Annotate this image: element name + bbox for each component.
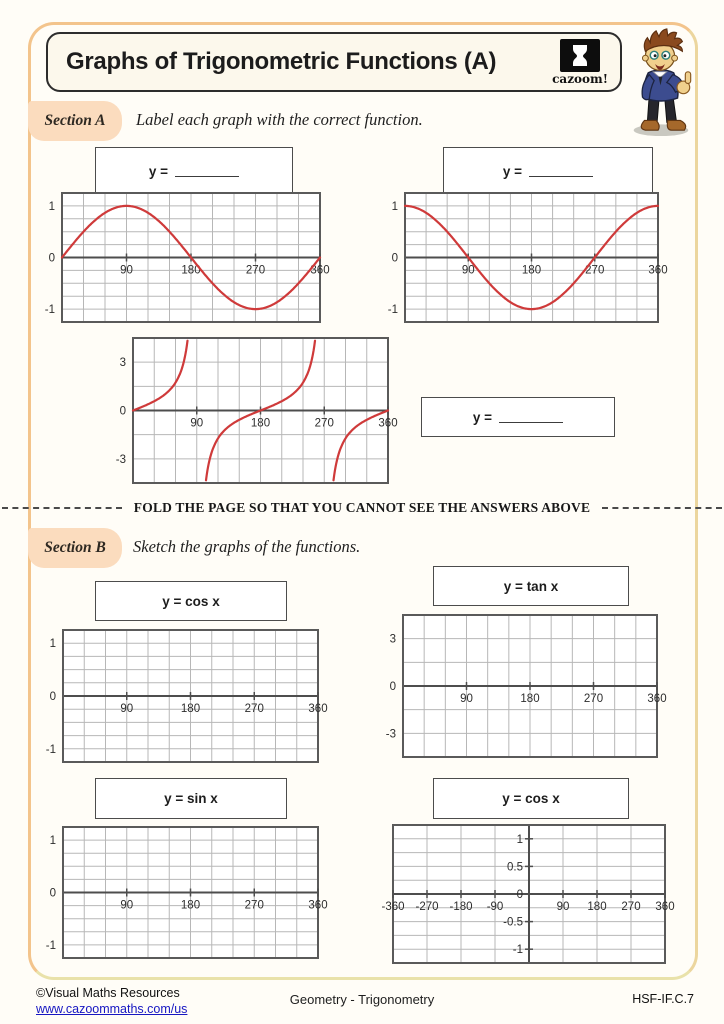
svg-text:-0.5: -0.5	[503, 916, 523, 929]
sketch-label-text: y = cos x	[502, 791, 560, 806]
answer-blank-line	[529, 165, 593, 177]
svg-text:0: 0	[391, 252, 398, 265]
sketch-grid-cos-2[interactable]	[358, 820, 698, 968]
svg-text:180: 180	[181, 264, 201, 277]
cazoom-wordmark: cazoom!	[552, 71, 608, 86]
svg-text:360: 360	[655, 901, 675, 913]
svg-text:1: 1	[516, 833, 523, 846]
svg-text:-1: -1	[512, 944, 523, 957]
graph-sine-curve	[28, 188, 350, 328]
svg-text:180: 180	[250, 417, 271, 430]
sketch-grid-tan[interactable]	[368, 610, 680, 762]
svg-text:3: 3	[389, 633, 396, 646]
svg-text:0: 0	[119, 405, 126, 418]
svg-text:90: 90	[120, 899, 134, 912]
svg-text:0: 0	[48, 252, 55, 265]
answer-blank-line	[499, 411, 563, 423]
svg-text:90: 90	[461, 264, 475, 277]
svg-text:-3: -3	[115, 453, 126, 466]
svg-text:270: 270	[244, 899, 264, 912]
svg-text:-90: -90	[486, 901, 504, 913]
answer-blank-line	[175, 165, 239, 177]
svg-text:-1: -1	[45, 743, 56, 756]
svg-text:270: 270	[245, 264, 266, 277]
sketch-label-sin	[95, 778, 287, 819]
svg-text:360: 360	[310, 264, 330, 277]
fold-dash-left	[2, 507, 122, 509]
svg-text:1: 1	[49, 835, 56, 848]
section-b-badge	[28, 528, 122, 568]
standard-code: HSF-IF.C.7	[632, 992, 694, 1006]
section-a-badge-label: Section A	[44, 112, 106, 129]
graph-cosine-curve	[372, 188, 684, 328]
svg-text:180: 180	[180, 703, 201, 715]
sketch-label-text: y = sin x	[164, 791, 218, 806]
title-box	[46, 32, 622, 92]
svg-text:0: 0	[516, 889, 523, 901]
svg-text:270: 270	[583, 693, 604, 705]
svg-text:180: 180	[521, 264, 542, 277]
svg-text:-1: -1	[44, 304, 55, 317]
svg-text:360: 360	[648, 264, 668, 277]
cazoom-logo-icon	[560, 39, 600, 72]
sketch-grid-sin[interactable]	[28, 822, 350, 963]
svg-text:90: 90	[460, 693, 473, 705]
sketch-label-tan	[433, 566, 629, 606]
website-link[interactable]: www.cazoommaths.com/us	[36, 1002, 188, 1017]
svg-text:360: 360	[308, 899, 328, 912]
answer-prompt: y =	[502, 163, 523, 179]
graph-tangent-curve	[100, 333, 412, 488]
svg-text:-360: -360	[381, 901, 405, 913]
sketch-label-text: y = cos x	[162, 593, 220, 609]
section-b-badge-label: Section B	[44, 539, 106, 556]
svg-text:-3: -3	[385, 728, 396, 741]
svg-text:1: 1	[49, 638, 56, 651]
sketch-grid-cos[interactable]	[28, 625, 350, 767]
svg-text:0: 0	[49, 691, 56, 703]
svg-text:270: 270	[621, 901, 641, 913]
sketch-label-cos-2	[433, 778, 629, 819]
cazoom-logo	[552, 39, 608, 86]
svg-text:1: 1	[391, 200, 398, 213]
svg-text:-1: -1	[387, 304, 398, 317]
svg-text:0.5: 0.5	[507, 861, 523, 874]
svg-text:180: 180	[587, 901, 607, 913]
svg-text:90: 90	[190, 417, 204, 430]
mascot-boy-icon	[616, 26, 704, 143]
svg-text:0: 0	[389, 681, 396, 693]
answer-prompt: y =	[148, 163, 169, 179]
sketch-label-text: y = tan x	[503, 578, 559, 594]
svg-text:180: 180	[520, 693, 540, 705]
page-title: Graphs of Trigonometric Functions (A)	[66, 48, 497, 75]
section-a-badge	[28, 101, 122, 141]
answer-box-3[interactable]	[421, 397, 615, 437]
svg-text:-270: -270	[415, 901, 439, 913]
svg-text:90: 90	[556, 901, 570, 913]
svg-text:90: 90	[120, 264, 133, 277]
section-b-instruction: Sketch the graphs of the functions.	[133, 537, 361, 556]
svg-text:360: 360	[308, 703, 328, 715]
fold-dash-right	[602, 507, 722, 509]
svg-text:0: 0	[49, 887, 56, 900]
svg-text:270: 270	[244, 703, 264, 715]
fold-notice: FOLD THE PAGE SO THAT YOU CANNOT SEE THE ANSWERS ABOVE	[133, 500, 591, 515]
fold-line	[2, 500, 722, 516]
section-a-instruction: Label each graph with the correct function.	[136, 110, 423, 129]
copyright-text: ©Visual Maths Resources	[36, 986, 180, 1000]
svg-text:180: 180	[180, 899, 201, 912]
svg-text:90: 90	[120, 703, 134, 715]
svg-text:270: 270	[585, 264, 605, 277]
svg-text:3: 3	[119, 357, 126, 370]
svg-text:1: 1	[48, 200, 55, 213]
svg-text:-1: -1	[45, 939, 56, 952]
answer-prompt: y =	[472, 409, 493, 425]
sketch-label-cos	[95, 581, 287, 621]
svg-text:-180: -180	[449, 901, 473, 913]
svg-text:360: 360	[378, 417, 398, 430]
footer-topic: Geometry - Trigonometry	[289, 992, 435, 1007]
svg-text:270: 270	[314, 417, 334, 430]
svg-text:360: 360	[647, 693, 667, 705]
